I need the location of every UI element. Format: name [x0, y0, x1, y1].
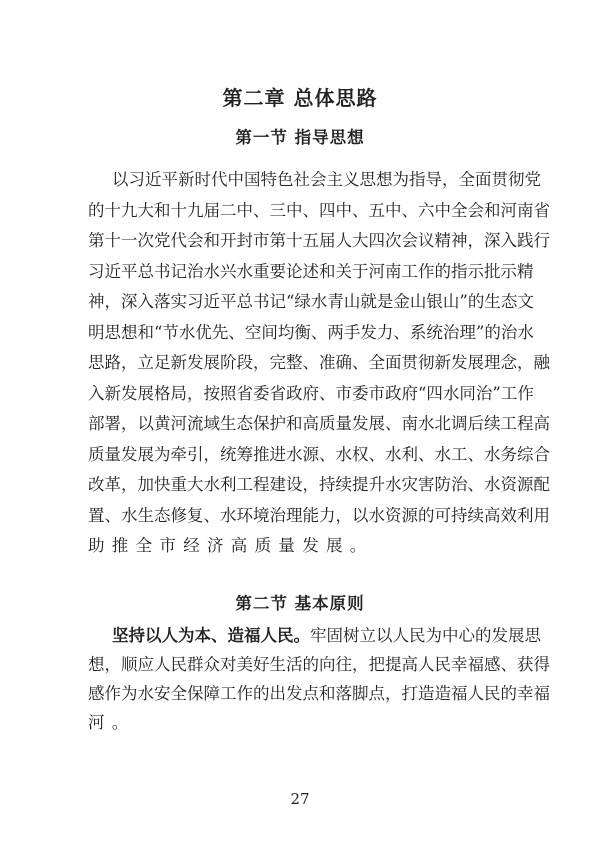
text-line: 改革，加快重大水利工程建设，持续提升水灾害防治、水资源配 [88, 475, 550, 494]
text-line: 想，顺应人民群众对美好生活的向往，把提高人民幸福感、获得 [88, 655, 550, 674]
principle-first-line [112, 624, 541, 648]
text-line: 入新发展格局，按照省委省政府、市委市政府“四水同治”工作 [88, 383, 534, 403]
principle-text: 牢固树立以人民为中心的发展思 [310, 626, 541, 645]
text-line: 的十九大和十九届二中、三中、四中、五中、六中全会和河南省 [88, 200, 550, 220]
text-line: 第十一次党代会和开封市第十五届人大四次会议精神，深入践行 [88, 231, 550, 250]
section-title-guiding-ideology: 第一节 指导思想 [235, 128, 365, 147]
section-title-basic-principles: 第二节 基本原则 [235, 594, 365, 613]
principle-heading: 坚持以人为本、造福人民。 [112, 626, 310, 645]
text-line: 质量发展为牵引，统筹推进水源、水权、水利、水工、水务综合 [88, 444, 550, 464]
text-line: 习近平总书记治水兴水重要论述和关于河南工作的指示批示精 [88, 261, 534, 281]
text-line: 河。 [88, 713, 136, 732]
chapter-title: 第二章 总体思路 [222, 86, 378, 110]
text-line: 以习近平新时代中国特色社会主义思想为指导，全面贯彻党 [112, 170, 541, 189]
text-line: 思路，立足新发展阶段，完整、准确、全面贯彻新发展理念，融 [88, 353, 550, 372]
text-line: 助推全市经济高质量发展。 [88, 536, 374, 555]
text-line: 部署，以黄河流域生态保护和高质量发展、南水北调后续工程高 [88, 414, 550, 433]
text-line: 神，深入落实习近平总书记“绿水青山就是金山银山”的生态文 [88, 292, 534, 311]
text-line: 置、水生态修复、水环境治理能力，以水资源的可持续高效利用 [88, 505, 550, 525]
page-number: 27 [290, 790, 310, 808]
text-line: 明思想和“节水优先、空间均衡、两手发力、系统治理”的治水 [88, 322, 534, 342]
text-line: 感作为水安全保障工作的出发点和落脚点，打造造福人民的幸福 [88, 684, 550, 703]
